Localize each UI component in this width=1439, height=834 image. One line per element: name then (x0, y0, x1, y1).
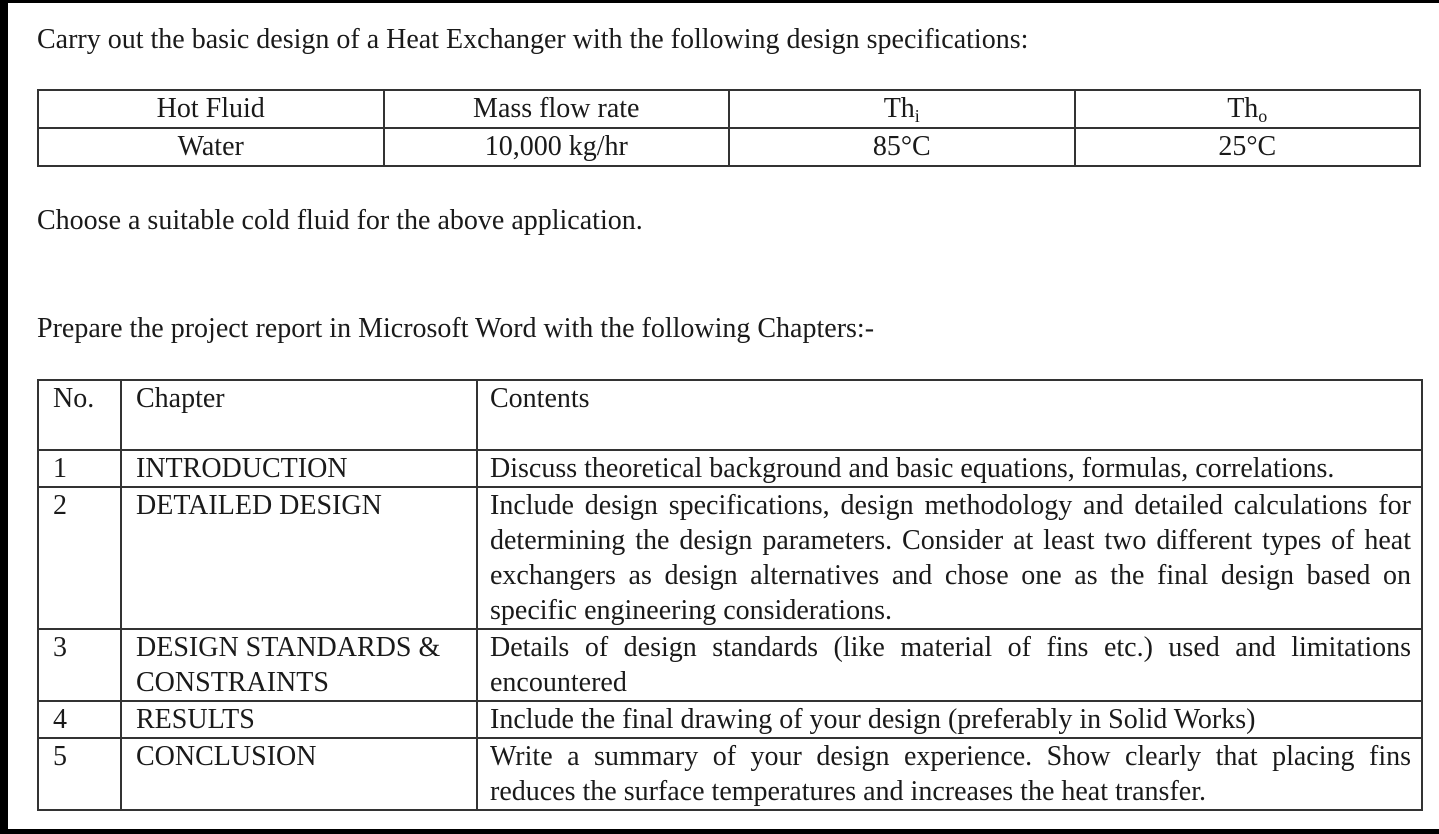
table-row (38, 738, 1422, 810)
bottom-border (0, 829, 1439, 834)
spec-header-mass-flow: Mass flow rate (384, 90, 730, 128)
document-page (8, 3, 1439, 829)
spec-header-row (38, 90, 1420, 128)
row-contents: Details of design standards (like material of fins etc.) used and limitations encountered (477, 629, 1422, 701)
cold-fluid-text: Choose a suitable cold fluid for the above application. (37, 205, 643, 236)
intro-text: Carry out the basic design of a Heat Exchanger with the following design specifications: (37, 24, 1029, 55)
header-contents: Contents (477, 380, 1422, 450)
row-contents: Write a summary of your design experience. Show clearly that placing fins reduces the surface temperatures and increases the heat transfer. (477, 738, 1422, 810)
table-row (38, 629, 1422, 701)
spec-value-th-out: 25°C (1075, 128, 1421, 166)
row-no: 3 (38, 629, 121, 701)
row-contents: Include the final drawing of your design (preferably in Solid Works) (477, 701, 1422, 738)
header-no: No. (38, 380, 121, 450)
spec-header-th-out (1075, 90, 1421, 128)
row-chapter: DETAILED DESIGN (121, 487, 477, 629)
chapters-header-row (38, 380, 1422, 450)
spec-value-th-in: 85°C (729, 128, 1075, 166)
row-no: 5 (38, 738, 121, 810)
row-chapter: CONCLUSION (121, 738, 477, 810)
row-contents: Discuss theoretical background and basic equations, formulas, correlations. (477, 450, 1422, 487)
report-text: Prepare the project report in Microsoft Word with the following Chapters:- (37, 313, 875, 344)
spec-value-row (38, 128, 1420, 166)
table-row (38, 701, 1422, 738)
row-no: 1 (38, 450, 121, 487)
chapters-table (37, 379, 1423, 811)
row-chapter: RESULTS (121, 701, 477, 738)
spec-header-hot-fluid: Hot Fluid (38, 90, 384, 128)
spec-value-fluid: Water (38, 128, 384, 166)
table-row (38, 487, 1422, 629)
th-in-label: Th (883, 93, 915, 124)
th-out-label: Th (1227, 93, 1259, 124)
row-no: 2 (38, 487, 121, 629)
row-no: 4 (38, 701, 121, 738)
row-chapter: DESIGN STANDARDS & CONSTRAINTS (121, 629, 477, 701)
spec-table (37, 89, 1421, 167)
th-out-subscript: o (1258, 106, 1268, 126)
row-contents: Include design specifications, design methodology and detailed calculations for determining the design parameters. Consider at least two different types of heat exchangers as design alternatives and chose one as the final design based on specific engineering considerations. (477, 487, 1422, 629)
spec-header-th-in (729, 90, 1075, 128)
spec-value-mass-flow: 10,000 kg/hr (384, 128, 730, 166)
table-row (38, 450, 1422, 487)
header-chapter: Chapter (121, 380, 477, 450)
th-in-subscript: i (914, 106, 920, 126)
row-chapter: INTRODUCTION (121, 450, 477, 487)
